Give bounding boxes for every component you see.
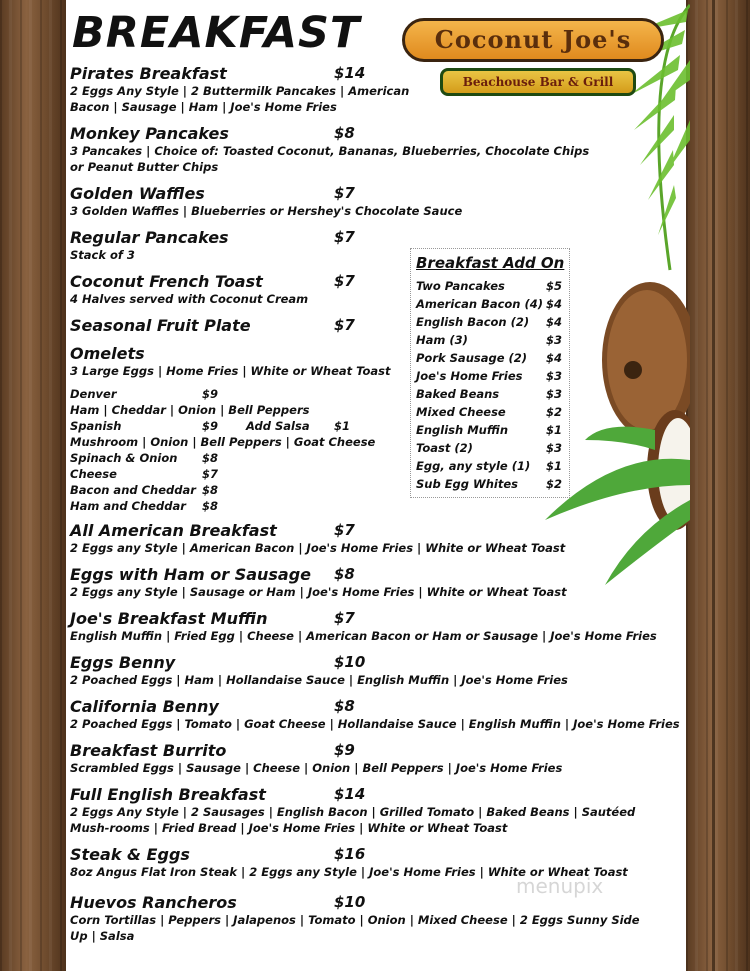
addon-name: Baked Beans xyxy=(416,387,500,401)
menu-item xyxy=(70,521,680,556)
omelet-name: Spinach & Onion xyxy=(70,451,178,465)
item-desc: Scrambled Eggs | Sausage | Cheese | Onion | Bell Peppers | Joe's Home Fries xyxy=(70,761,563,775)
addon-name: Mixed Cheese xyxy=(416,405,506,419)
item-name: Eggs with Ham or Sausage xyxy=(70,565,312,584)
omelet-name: Ham | Cheddar | Onion | Bell Peppers xyxy=(70,403,310,417)
omelet-row xyxy=(70,403,309,419)
menu-item xyxy=(70,893,680,944)
omelet-extra-price: $1 xyxy=(334,419,351,433)
addon-title: Breakfast Add On xyxy=(416,254,565,272)
omelet-name: Cheese xyxy=(70,467,117,481)
omelet-name: Ham and Cheddar xyxy=(70,499,186,513)
omelet-row xyxy=(70,419,351,435)
logo-main-text: Coconut Joe's xyxy=(402,18,664,62)
omelet-price: $7 xyxy=(202,467,219,481)
omelet-row xyxy=(70,435,375,451)
item-price: $14 xyxy=(334,785,366,803)
addon-row xyxy=(416,387,566,404)
omelet-name: Bacon and Cheddar xyxy=(70,483,196,497)
item-price: $8 xyxy=(334,565,355,583)
item-desc: Stack of 3 xyxy=(70,248,135,262)
addon-price: $3 xyxy=(546,441,563,455)
addon-row xyxy=(416,333,566,350)
addon-name: English Bacon (2) xyxy=(416,315,530,329)
item-price: $7 xyxy=(334,228,355,246)
item-desc: 3 Large Eggs | Home Fries | White or Wheat Toast xyxy=(70,364,391,378)
menu-item xyxy=(70,184,680,219)
addon-name: Egg, any style (1) xyxy=(416,459,531,473)
addon-row xyxy=(416,351,566,368)
menu-item xyxy=(70,124,680,175)
item-price: $10 xyxy=(334,893,366,911)
item-desc: 2 Poached Eggs | Tomato | Goat Cheese | Hollandaise Sauce | English Muffin | Joe's Home Fries xyxy=(70,717,680,731)
item-desc: 2 Eggs Any Style | 2 Sausages | English Bacon | Grilled Tomato | Baked Beans | Sautéed Mush-rooms | Fried Bread | Joe's Home Fries | White or Wheat Toast xyxy=(70,805,636,835)
item-name: Seasonal Fruit Plate xyxy=(70,316,251,335)
item-price: $7 xyxy=(334,609,355,627)
omelet-row xyxy=(70,499,219,515)
menu-item xyxy=(70,741,680,776)
addon-price: $4 xyxy=(546,351,563,365)
addon-name: Pork Sausage (2) xyxy=(416,351,528,365)
omelet-price: $8 xyxy=(202,499,219,513)
item-price: $9 xyxy=(334,741,355,759)
wood-panel-left xyxy=(0,0,66,971)
addon-row xyxy=(416,459,566,476)
menu-item xyxy=(70,697,680,732)
addon-name: Two Pancakes xyxy=(416,279,505,293)
item-desc: 2 Eggs Any Style | 2 Buttermilk Pancakes | American Bacon | Sausage | Ham | Joe's Home Fries xyxy=(70,84,410,114)
item-price: $7 xyxy=(334,184,355,202)
addon-name: American Bacon (4) xyxy=(416,297,544,311)
item-name: Golden Waffles xyxy=(70,184,205,203)
addon-price: $1 xyxy=(546,459,563,473)
item-price: $16 xyxy=(334,845,366,863)
item-name: Steak & Eggs xyxy=(70,845,190,864)
item-name: Full English Breakfast xyxy=(70,785,266,804)
addon-row xyxy=(416,369,566,386)
item-desc: Corn Tortillas | Peppers | Jalapenos | Tomato | Onion | Mixed Cheese | 2 Eggs Sunny Side Up | Salsa xyxy=(70,913,640,943)
omelet-name: Spanish xyxy=(70,419,122,433)
item-name: Monkey Pancakes xyxy=(70,124,229,143)
addon-price: $2 xyxy=(546,405,563,419)
menu-item xyxy=(70,653,680,688)
menu-item xyxy=(70,785,680,836)
item-desc: 2 Poached Eggs | Ham | Hollandaise Sauce | English Muffin | Joe's Home Fries xyxy=(70,673,568,687)
logo-sub-text: Beachouse Bar & Grill xyxy=(440,68,636,96)
addon-name: Joe's Home Fries xyxy=(416,369,523,383)
watermark: menupix xyxy=(516,874,604,898)
menu-item xyxy=(70,344,680,379)
omelet-price: $9 xyxy=(202,419,219,433)
item-name: Pirates Breakfast xyxy=(70,64,227,83)
omelet-extra: Add Salsa xyxy=(246,419,310,433)
menu-item xyxy=(70,316,680,335)
addon-row xyxy=(416,423,566,440)
item-desc: 8oz Angus Flat Iron Steak | 2 Eggs any Style | Joe's Home Fries | White or Wheat Toast xyxy=(70,865,628,879)
addon-price: $2 xyxy=(546,477,563,491)
omelet-price: $8 xyxy=(202,483,219,497)
addon-row xyxy=(416,315,566,332)
menu-item xyxy=(70,228,680,263)
addon-price: $5 xyxy=(546,279,563,293)
item-desc: 3 Golden Waffles | Blueberries or Hershey's Chocolate Sauce xyxy=(70,204,463,218)
addon-row xyxy=(416,279,566,296)
item-name: Eggs Benny xyxy=(70,653,176,672)
omelet-name: Mushroom | Onion | Bell Peppers | Goat Cheese xyxy=(70,435,376,449)
item-desc: 2 Eggs any Style | American Bacon | Joe's Home Fries | White or Wheat Toast xyxy=(70,541,566,555)
page-title: BREAKFAST xyxy=(72,8,361,58)
addon-name: Toast (2) xyxy=(416,441,473,455)
omelet-price: $9 xyxy=(202,387,219,401)
menu-item xyxy=(70,64,680,115)
item-desc: 4 Halves served with Coconut Cream xyxy=(70,292,309,306)
addon-price: $4 xyxy=(546,297,563,311)
item-name: Omelets xyxy=(70,344,145,363)
addon-row xyxy=(416,477,566,494)
addon-name: Sub Egg Whites xyxy=(416,477,518,491)
item-name: Joe's Breakfast Muffin xyxy=(70,609,268,628)
item-desc: 2 Eggs any Style | Sausage or Ham | Joe's Home Fries | White or Wheat Toast xyxy=(70,585,567,599)
addon-price: $1 xyxy=(546,423,563,437)
item-desc: 3 Pancakes | Choice of: Toasted Coconut, Bananas, Blueberries, Chocolate Chips or Peanut Butter Chips xyxy=(70,144,590,174)
item-name: California Benny xyxy=(70,697,219,716)
addon-price: $3 xyxy=(546,369,563,383)
item-price: $8 xyxy=(334,697,355,715)
menu-item xyxy=(70,609,680,644)
item-price: $7 xyxy=(334,272,355,290)
addon-name: English Muffin xyxy=(416,423,509,437)
item-price: $8 xyxy=(334,124,355,142)
addon-box xyxy=(410,248,570,498)
item-name: All American Breakfast xyxy=(70,521,277,540)
item-price: $10 xyxy=(334,653,366,671)
omelet-name: Denver xyxy=(70,387,117,401)
addon-row xyxy=(416,441,566,458)
omelet-row xyxy=(70,387,219,403)
omelet-row xyxy=(70,483,219,499)
menu-item xyxy=(70,565,680,600)
addon-price: $3 xyxy=(546,387,563,401)
omelet-row xyxy=(70,451,219,467)
item-name: Regular Pancakes xyxy=(70,228,229,247)
wood-panel-right xyxy=(686,0,750,971)
item-desc: English Muffin | Fried Egg | Cheese | American Bacon or Ham or Sausage | Joe's Home Fries xyxy=(70,629,657,643)
addon-row xyxy=(416,297,566,314)
addon-price: $4 xyxy=(546,315,563,329)
menu-item xyxy=(70,272,680,307)
item-name: Huevos Rancheros xyxy=(70,893,237,912)
item-name: Coconut French Toast xyxy=(70,272,263,291)
item-price: $7 xyxy=(334,316,355,334)
addon-price: $3 xyxy=(546,333,563,347)
addon-name: Ham (3) xyxy=(416,333,468,347)
omelet-price: $8 xyxy=(202,451,219,465)
omelet-row xyxy=(70,467,219,483)
item-name: Breakfast Burrito xyxy=(70,741,227,760)
item-price: $14 xyxy=(334,64,366,82)
item-price: $7 xyxy=(334,521,355,539)
addon-row xyxy=(416,405,566,422)
